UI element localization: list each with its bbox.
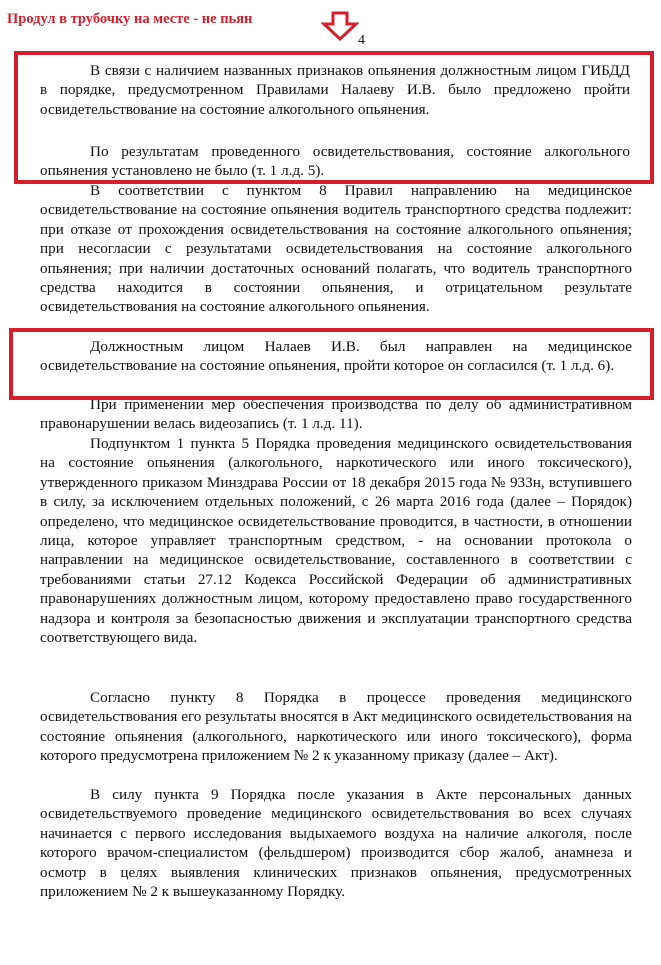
paragraph-6: Подпунктом 1 пункта 5 Порядка проведения медицинского освидетельствования на состояние опьянения (алкогольного, наркотического или иного токсического), утвержденного приказом Минздрава России от 18 декабря 2015 года № 933н, вступившего в силу, за исключением отдельных положений, с 26 марта 2016 года (далее – Порядок) определено, что медицинское освидетельствование проводится, в частности, в отношении лица, которое управляет транспортным средством, - на основании протокола о направлении на медицинское освидетельствование, составленного в соответствии с требованиями статьи 27.12 Кодекса Российской Федерации об административных правонарушениях должностным лицом, которому предоставлено право государственного надзора и контроля за безопасностью движения и эксплуатации транспортного средства соответствующего вида. [40,435,632,647]
paragraph-1: В связи с наличием названных признаков опьянения должностным лицом ГИБДД в порядке, предусмотренном Правилами Налаеву И.В. было предложено пройти освидетельствование на состояние алкогольного опьянения. [40,62,630,118]
paragraph-3: В соответствии с пунктом 8 Правил направлению на медицинское освидетельствование на состояние опьянения водитель транспортного средства подлежит: при отказе от прохождения освидетельствования на состояние алкогольного опьянения; при несогласии с результатами освидетельствования на состояние алкогольного опьянения; при наличии достаточных оснований полагать, что водитель транспортного средства находится в состоянии опьянения, и отрицательном результате освидетельствования на состояние алкогольного опьянения. [40,182,632,316]
highlight-box-breath-test [14,51,654,184]
paragraph-4: Должностным лицом Налаев И.В. был направлен на медицинское освидетельствование на состояние опьянения, пройти которое он согласился (т. 1 л.д. 6). [40,338,632,375]
paragraph-5: При применении мер обеспечения производства по делу об административном правонарушении велась видеозапись (т. 1 л.д. 11). [40,396,632,433]
highlight-box-medical-referral [9,328,654,400]
annotation-caption: Продул в трубочку на месте - не пьян [7,11,253,27]
page-number: 4 [358,33,365,48]
paragraph-2: По результатам проведенного освидетельствования, состояние алкогольного опьянения установлено не было (т. 1 л.д. 5). [40,143,630,180]
down-arrow-icon [321,11,359,41]
paragraph-8: В силу пункта 9 Порядка после указания в Акте персональных данных освидетельствуемого проведение медицинского освидетельствования во всех случаях начинается с первого исследования выдыхаемого воздуха на наличие алкоголя, после которого врачом-специалистом (фельдшером) производится сбор жалоб, анамнеза и осмотр в целях выявления клинических признаков опьянения, предусмотренных приложением № 2 к вышеуказанному Порядку. [40,786,632,901]
paragraph-7: Согласно пункту 8 Порядка в процессе проведения медицинского освидетельствования его результаты вносятся в Акт медицинского освидетельствования на состояние опьянения (алкогольного, наркотического или иного токсического), форма которого предусмотрена приложением № 2 к указанному приказу (далее – Акт). [40,689,632,765]
